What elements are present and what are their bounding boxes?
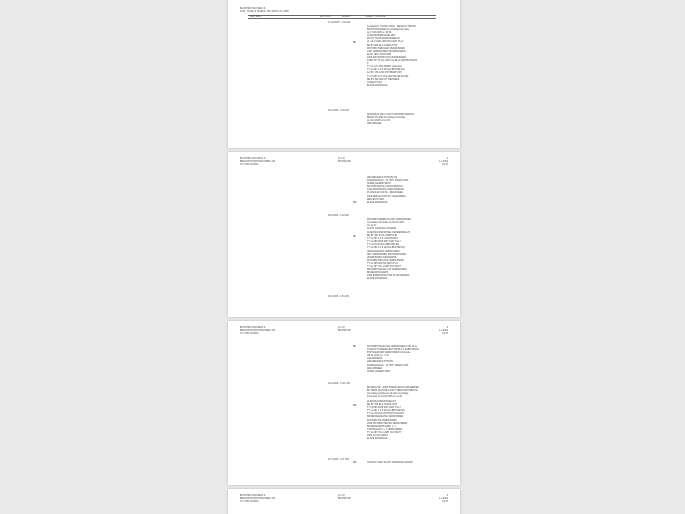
entry-line: DISTRIBUTIEBIJAAR VERMIJNDEN: [367, 47, 405, 50]
column-header: EVENT TXKCODE: [366, 16, 386, 19]
entry-code: BW: [353, 462, 357, 464]
header-line: BLOKHRM HALTER/A.S: [240, 327, 266, 329]
page-header-center: [338, 158, 351, 164]
entry-line: ARE BIDLEIE: [367, 123, 382, 126]
entry-line: 16 RAFILIE FOR NL - RENAISEEG: [367, 192, 404, 195]
entry-line: ELKZE MATERIAAL: [367, 278, 388, 281]
entry-body: [367, 177, 408, 196]
entry-line: TT 11-187 XXL LAMP 2X/2 MATT: [367, 431, 402, 434]
entry-code: BP: [353, 236, 357, 238]
column-header: RLLT.GRN: [250, 16, 261, 19]
entry-line: ELKZE MATERIAAL: [367, 438, 388, 441]
entry-line: JORELOTULS: [367, 81, 383, 84]
header-line: 18:37: [442, 164, 448, 167]
entry-code: BW: [353, 405, 357, 407]
entry-line: DOEDGRADAG - 10 OPTI PRAEP 2026: [367, 364, 409, 367]
entry-line: TT 11-186 DIGITALTEPS PLIJ: [367, 262, 398, 265]
entry-line: BIANROUTE : JOEP PREMIUM EN DURAMEREN: [367, 387, 420, 389]
header-line: 18:37: [442, 333, 448, 336]
page-header-left: [240, 495, 275, 504]
entry-timestamp: 27.1.2025 - 137 TDF: [328, 459, 350, 461]
entry-line: TT 11-187 2.2.5 20XLLLBRSTEP EQ: [367, 410, 405, 413]
page-header-center: [338, 327, 351, 333]
entry-line: TT 11-187 2.2.5 LUSOPORTS: [367, 238, 398, 241]
entry-timestamp: 06.0.2025 - 1:51 1P1: [328, 296, 350, 298]
entry-line: ELKZE MATERIAAL: [367, 202, 388, 205]
entry-body: [367, 26, 417, 88]
entry-code: BP: [353, 42, 357, 44]
entry-line: 1996 REFLECTION 38 - RENAISEES: [367, 196, 406, 198]
entry-line: Grondslag problemen bij tafel Grondslag: [367, 393, 409, 396]
entry-line: TT 11-380 2009 MXI CART PLLJ: [367, 407, 401, 410]
header-line: BLOKHRM HALTER/A.S: [240, 8, 266, 10]
entry-line: VERGAAELRPS VERMIJNDEN: [367, 250, 400, 253]
page-header-right: [439, 495, 448, 504]
entry-line: DISTRIBUTIE VERMIJNDEN: [367, 419, 397, 422]
page-header-center: [338, 495, 351, 501]
entry-line: TT 11-281 2.2.5 20XLLLBRSTEP EQ: [367, 247, 405, 250]
header-line: BREVO/HOOFDSTRAAT/BEL 116: [240, 330, 276, 333]
header-line: [1.1.2]: [338, 158, 345, 160]
entry-body: [367, 346, 419, 374]
entry-line: OB 01.2026 on - 0:27: [367, 355, 389, 358]
header-line: BREVO/HOOFDSTRAAT/BEL 116: [240, 498, 276, 501]
entry-line: CONSULT MET KLANT AFSPRAAK MAKEN: [367, 462, 413, 464]
entry-line: 1096 DISTRIBUTIEYER VERMIJNDEN: [367, 422, 408, 425]
page-header-left: [240, 327, 275, 336]
header-line: [1.1.2]: [338, 327, 345, 329]
header-line: AVIS - 33-56 L3 TENEUL T60, 00370 L.D. 6008: [240, 11, 289, 14]
entry-line: op 20.2.2025 on 12:30: [367, 120, 390, 123]
entry-line: 12.06 / 166 1200 SXTIRFEPS IRT: [367, 72, 402, 75]
header-line: 1.1.2024: [439, 498, 448, 501]
entry-line: BE-BT 980-ELS GOEPLTJXP: [367, 44, 398, 47]
entry-line: ARE APREIEN: [367, 367, 383, 370]
entry-line: Grondslag Informatie op 06.00.2025: [367, 222, 404, 225]
entry-line: AFSPRAAK MET KLANT DISTRIBUTIERECH: [367, 114, 415, 116]
page-number: 4: [446, 495, 448, 497]
page-header-left: [240, 158, 275, 167]
entry-line: KLANT GANKSAG WORMS: [367, 228, 397, 231]
entry-line: TT 11-380 2009 MXI CART PLLJ: [367, 241, 401, 244]
entry-line: BELRT 06 3290 Grondslag Informatie: [367, 117, 406, 120]
entry-code: BW: [353, 202, 357, 204]
header-line: BLOKHRM HALTER/A.S: [240, 158, 266, 160]
page-3: [228, 321, 460, 485]
entry-body: [367, 232, 410, 282]
entry-line: STARTELLETS + 1 VERMIJNDEN: [367, 428, 403, 431]
header-line: TLO 180 HALTEN: [240, 164, 259, 167]
entry-line: ARE BEIJERAS 8TTENS UM: [367, 177, 398, 179]
entry-line: ARE BEIJERAS 8TTENS: [367, 361, 393, 364]
entry-line: BUSTIBAAWING OVER PENDIAN: [367, 186, 403, 189]
entry-line: CLIENTEN PERSONELIJKT: [367, 401, 397, 403]
entry-line: DISTRIBUTIEAR GAN VERMIJNDEN FOR NL &: [367, 346, 417, 348]
header-line: 1.1.2024: [439, 161, 448, 164]
entry-line: BIAS/TRANSFERS-Grondslag/Informatie: [367, 29, 409, 32]
entry-line: JOALMAROKERS OVER PENDIAN: [367, 189, 404, 192]
entry-body: [367, 114, 414, 126]
entry-line: BE BT 390 ZLSS GOEPLTJE: [367, 235, 397, 238]
entry-code: BP: [353, 346, 357, 348]
entry-line: REFLECTIONAT: [367, 199, 385, 202]
entry-timestamp: 08.8.2025 - 1:22 AM: [328, 215, 349, 217]
column-header: MOMNT: [342, 16, 351, 19]
entry-line: JOAB DP INOREELLBST SIP BLZ 1-8ABS SFIZAJ: [367, 349, 420, 352]
entry-line: 1096 BINNENSTRUTSE NL MONSEREA: [367, 275, 410, 278]
entry-line: 1006 LAT BLUARTS: [367, 435, 388, 438]
page-header-right: [439, 158, 448, 167]
entry-line: BINNENSVERTE(VER) 1 -1: [367, 425, 396, 428]
entry-line: CLIENTENPERSONELIJKT: [367, 35, 396, 38]
entry-line: AAE BIDSENS: [367, 358, 383, 361]
entry-line: BE-BT 490-S80 MT V9ETRELE: [367, 78, 400, 81]
entry-line: LINK VERMIJNDEN INFORMATIEEN: [367, 50, 406, 53]
entry-line: BE BT 780-ELS GOEPLTJXP: [367, 404, 398, 407]
entry-line: TT 11-993 1XX COLLECTIEN BLOCKEL: [367, 75, 409, 78]
header-line: TLO 180 HALTEN: [240, 333, 259, 336]
entry-line: TT 11-578 20XLLLBRSTEP EQ: [367, 244, 400, 247]
entry-line: BINNENSLEFELTIE VERMIJNDEN: [367, 416, 404, 419]
entry-line: 1006 INDUSTRIFIJLDI VERMIJNDEN: [367, 56, 406, 59]
entry-line: WL/SV TAVOLKERSOMMELIJK: [367, 38, 400, 41]
entry-body: [367, 387, 419, 399]
entry-timestamp: 20.2.2025 - 2:30 AM: [328, 110, 349, 112]
entry-line: BTRTIGEWORZ VERMIJNDEN Informatie: [367, 352, 411, 355]
entry-line: NET VERMIJNDEN INFORMATIETEN: [367, 253, 407, 256]
entry-line: ELKZE MATERIAAL: [367, 84, 388, 87]
page-header-left: [240, 8, 289, 14]
entry-line: BINNENSTRAGEPS: [367, 272, 389, 275]
entry-line: TT 11-187 2.2.5 20XLLLBRSTEP EQ: [367, 69, 405, 72]
entry-line: DISTRIBUTIEKAR 1.56 VERMIJNDEN: [367, 269, 407, 272]
header-line: [1.1.2]: [338, 495, 345, 497]
header-line: BOSTEN 86: [338, 161, 351, 164]
entry-line: DOEDGRADAG - 10 OPTI PRAEP 2026: [367, 180, 409, 183]
entry-line: BIJ PERS PLUS BE KLANT HEER DISTRIBUTIE: [367, 390, 418, 393]
entry-line: DISTRIBUTIEBER HOUDIT VERMIJNDEN: [367, 219, 411, 221]
header-line: 1.1.2024: [439, 330, 448, 333]
header-line: TLO 180 HALTEN: [240, 501, 259, 504]
page-header-right: [439, 327, 448, 336]
entry-line: op 17.06.2025 on 16:36: [367, 32, 392, 35]
entry-line: DISTRIBUTIEHUWS VERMIJNDEN: [367, 259, 404, 262]
entry-line: om 11:37: [367, 225, 377, 228]
entry-timestamp: 24.6.2025 - 1:00 1:36: [328, 383, 350, 385]
entry-line: ELKE TECT MONTIUM: [367, 53, 392, 56]
entry-timestamp: 17.06.2025 - 1:02 AM: [328, 22, 350, 24]
page-4: [228, 489, 460, 514]
entry-body: [367, 401, 407, 441]
entry-line: VL.12.3/ 2021-000 MXI CART PLLJ: [367, 41, 404, 44]
entry-line: AFREF-GESERTNOM: [367, 370, 391, 373]
entry-line: VERMIJNDEN INFORMATIE: [367, 256, 397, 259]
header-line: BOSTEN 86: [338, 498, 351, 501]
entry-body: [367, 462, 413, 465]
table-header: [248, 15, 436, 19]
entry-line: Informatie op 04.06.2025 on 11:36: [367, 396, 402, 399]
page-2: [228, 152, 460, 317]
column-header: ACTL STP: [320, 16, 331, 19]
header-line: BLOKHRM HALTER/A.S: [240, 495, 266, 497]
entry-line: 0: [367, 63, 369, 66]
entry-line: TT 11-187 XXL LAMP 2X/2 MATT: [367, 266, 402, 269]
entry-line: TT CL.470 10LLTIEBST GALLIGZ: [367, 66, 402, 69]
page-number: 3: [446, 327, 448, 329]
page-number: 2: [446, 158, 448, 160]
entry-line: CLIENTEN PERSONEL VERMEIRKELIJT: [367, 232, 411, 234]
entry-line: AFREF-GESERTMANT: [367, 183, 392, 186]
entry-line: JOEP HP TP ALL INFO UCELLS 0ORTEXTIERS: [367, 60, 417, 63]
entry-line: Locatie/Dat : PETRO HALE : RENAULT PETRO: [367, 26, 417, 28]
page-1: [228, 0, 460, 148]
header-line: BREVO/HOOFDSTRAAT/BEL 116: [240, 161, 276, 164]
entry-body: [367, 196, 406, 205]
entry-line: TT 11-178 2X/LUSOPORTS BLOKK: [367, 413, 404, 416]
header-line: BOSTEN 86: [338, 330, 351, 333]
header-line: 18:37: [442, 501, 448, 504]
entry-body: [367, 219, 411, 231]
